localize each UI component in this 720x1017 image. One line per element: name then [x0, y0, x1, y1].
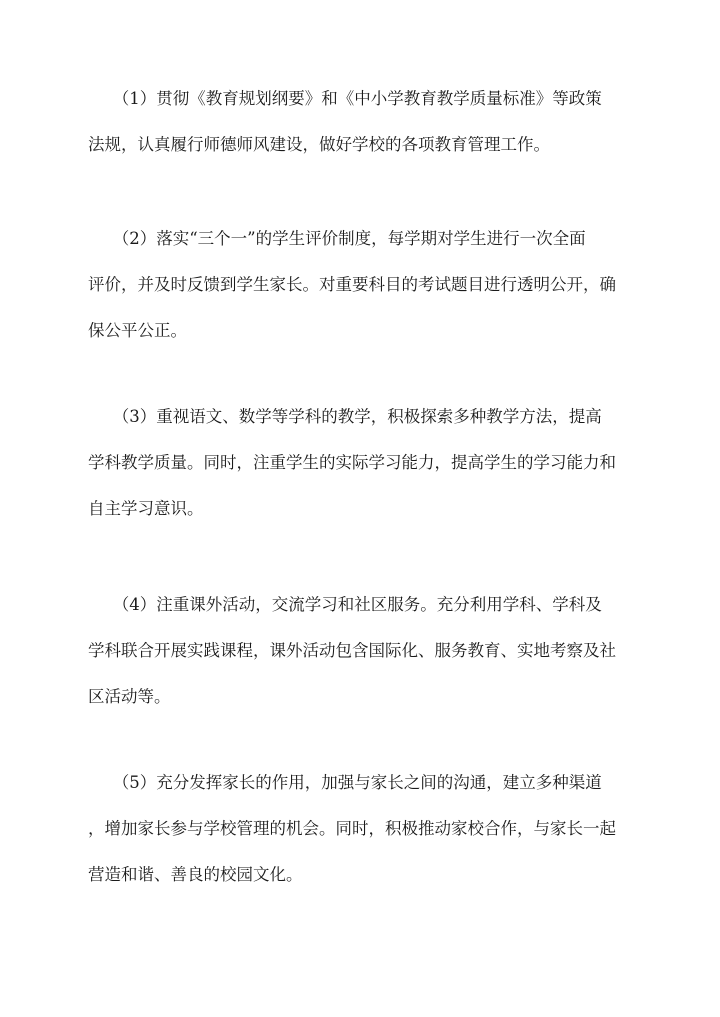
- paragraph-5: [88, 772, 636, 910]
- paragraph-line: （4）注重课外活动，交流学习和社区服务。充分利用学科、学科及: [88, 595, 602, 614]
- paragraph-line: （3）重视语文、数学等学科的教学，积极探索多种教学方法，提高: [88, 407, 602, 426]
- paragraph-line: ，增加家长参与学校管理的机会。同时，积极推动家校合作，与家长一起: [88, 819, 616, 838]
- paragraph-line: （5）充分发挥家长的作用，加强与家长之间的沟通，建立多种渠道: [88, 773, 602, 792]
- paragraph-4: [88, 594, 636, 732]
- paragraph-1: [88, 88, 636, 180]
- paragraph-line: 保公平公正。: [88, 321, 187, 340]
- paragraph-line: 学科教学质量。同时，注重学生的实际学习能力，提高学生的学习能力和: [88, 453, 616, 472]
- paragraph-line: 法规，认真履行师德师风建设，做好学校的各项教育管理工作。: [88, 135, 550, 154]
- paragraph-line: 评价，并及时反馈到学生家长。对重要科目的考试题目进行透明公开，确: [88, 275, 616, 294]
- paragraph-line: （1）贯彻《教育规划纲要》和《中小学教育教学质量标准》等政策: [88, 89, 602, 108]
- paragraph-line: （2）落实“三个一”的学生评价制度，每学期对学生进行一次全面: [88, 229, 586, 248]
- paragraph-line: 自主学习意识。: [88, 499, 204, 518]
- paragraph-line: 营造和谐、善良的校园文化。: [88, 865, 303, 884]
- paragraph-3: [88, 406, 636, 544]
- paragraph-2: [88, 228, 636, 366]
- paragraph-line: 学科联合开展实践课程，课外活动包含国际化、服务教育、实地考察及社: [88, 641, 616, 660]
- paragraph-line: 区活动等。: [88, 687, 171, 706]
